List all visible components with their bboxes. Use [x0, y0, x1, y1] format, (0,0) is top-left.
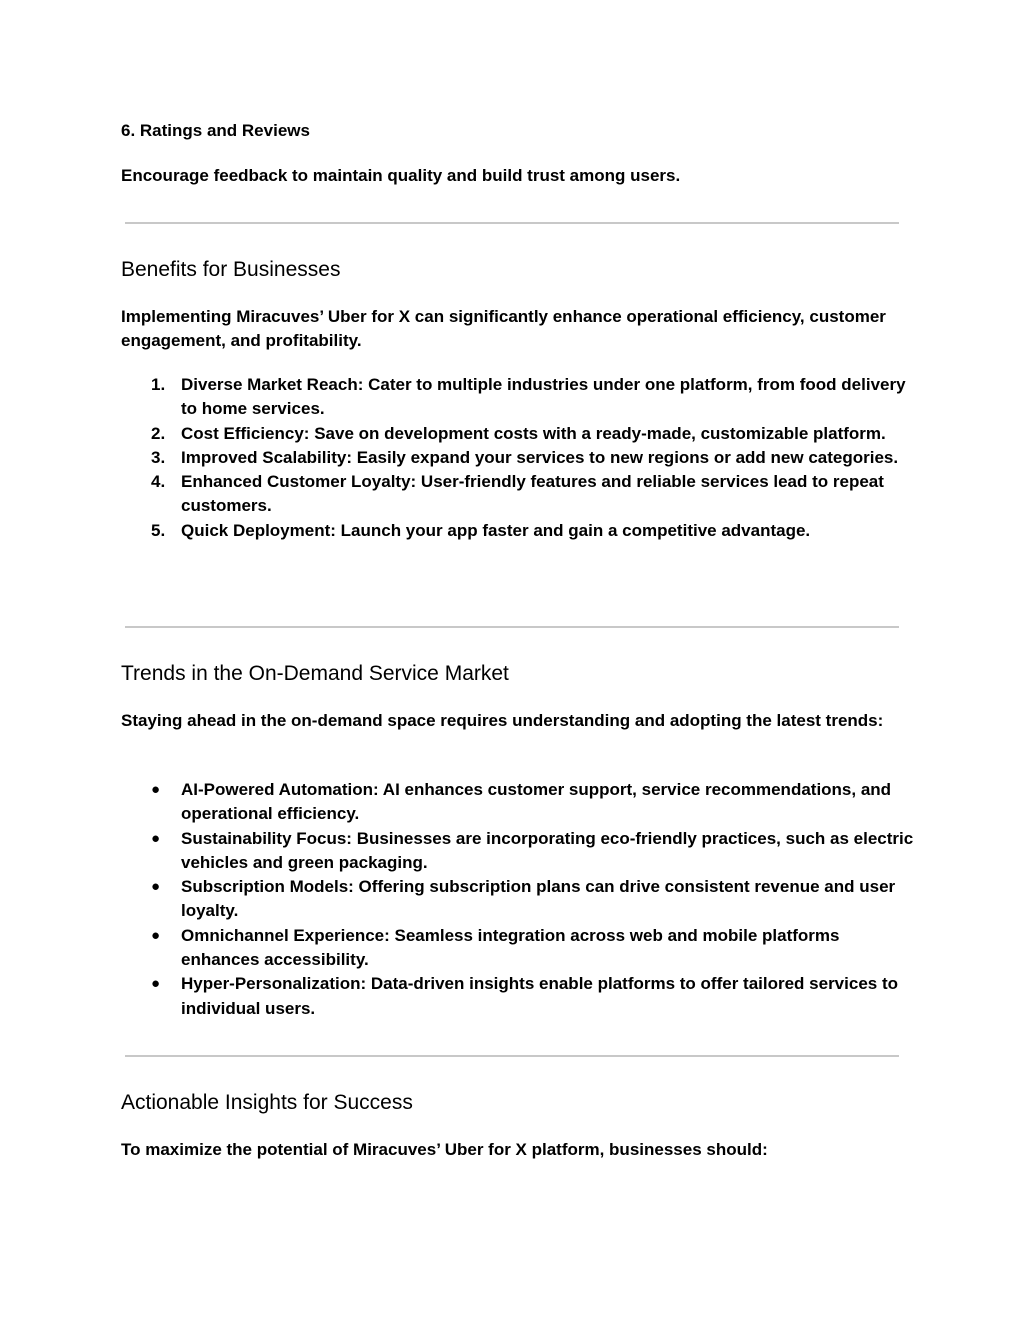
list-item-text: Omnichannel Experience: Seamless integration across web and mobile platforms enhances accessibility. [181, 925, 840, 970]
list-marker: 1. [151, 375, 166, 394]
list-marker: 4. [151, 472, 166, 492]
list-item-text: Diverse Market Reach: Cater to multiple industries under one platform, from food delivery to home services. [181, 375, 906, 419]
benefits-heading: Benefits for Businesses [121, 258, 341, 281]
divider [125, 626, 899, 628]
list-item-text: Sustainability Focus: Businesses are incorporating eco-friendly practices, such as electric vehicles and green packaging. [181, 828, 914, 872]
insights-intro: To maximize the potential of Miracuves’ Uber for X platform, businesses should: [121, 1140, 768, 1159]
list-item-text: AI-Powered Automation: AI enhances customer support, service recommendations, and operational efficiency. [181, 780, 892, 824]
divider [125, 222, 899, 224]
insights-heading: Actionable Insights for Success [121, 1091, 413, 1114]
list-item [121, 470, 921, 519]
bullet-icon: ● [151, 926, 161, 944]
trends-list [121, 778, 921, 1021]
list-item [121, 446, 921, 470]
list-item [121, 827, 921, 876]
list-item-text: Improved Scalability: Easily expand your services to new regions or add new categories. [181, 447, 899, 467]
list-item [121, 972, 921, 1021]
trends-intro: Staying ahead in the on-demand space requires understanding and adopting the latest trends: [121, 711, 884, 730]
benefits-list [121, 373, 921, 543]
list-item [121, 875, 921, 924]
list-item-text: Enhanced Customer Loyalty: User-friendly features and reliable services lead to repeat customers. [181, 472, 884, 516]
bullet-icon: ● [151, 975, 161, 993]
list-item-text: Cost Efficiency: Save on development costs with a ready-made, customizable platform. [181, 423, 886, 443]
list-item [121, 373, 921, 422]
list-marker: 5. [151, 520, 166, 540]
bullet-icon: ● [151, 878, 161, 896]
list-marker: 2. [151, 423, 166, 443]
divider [125, 1055, 899, 1057]
benefits-intro: Implementing Miracuves’ Uber for X can significantly enhance operational efficiency, customer engagement, and profitability. [121, 307, 886, 350]
list-item [121, 778, 921, 827]
list-item-text: Quick Deployment: Launch your app faster and gain a competitive advantage. [181, 520, 811, 540]
list-marker: 3. [151, 447, 166, 467]
bullet-icon: ● [151, 781, 161, 798]
list-item [121, 924, 921, 973]
list-item [121, 422, 921, 446]
list-item-text: Subscription Models: Offering subscription plans can drive consistent revenue and user loyalty. [181, 877, 896, 921]
list-item-text: Hyper-Personalization: Data-driven insights enable platforms to offer tailored services to individual users. [181, 974, 898, 1018]
section-6-text: Encourage feedback to maintain quality and build trust among users. [121, 166, 681, 185]
list-item [121, 519, 921, 543]
trends-heading: Trends in the On-Demand Service Market [121, 662, 509, 685]
bullet-icon: ● [151, 829, 161, 847]
section-6-heading: 6. Ratings and Reviews [121, 121, 310, 140]
